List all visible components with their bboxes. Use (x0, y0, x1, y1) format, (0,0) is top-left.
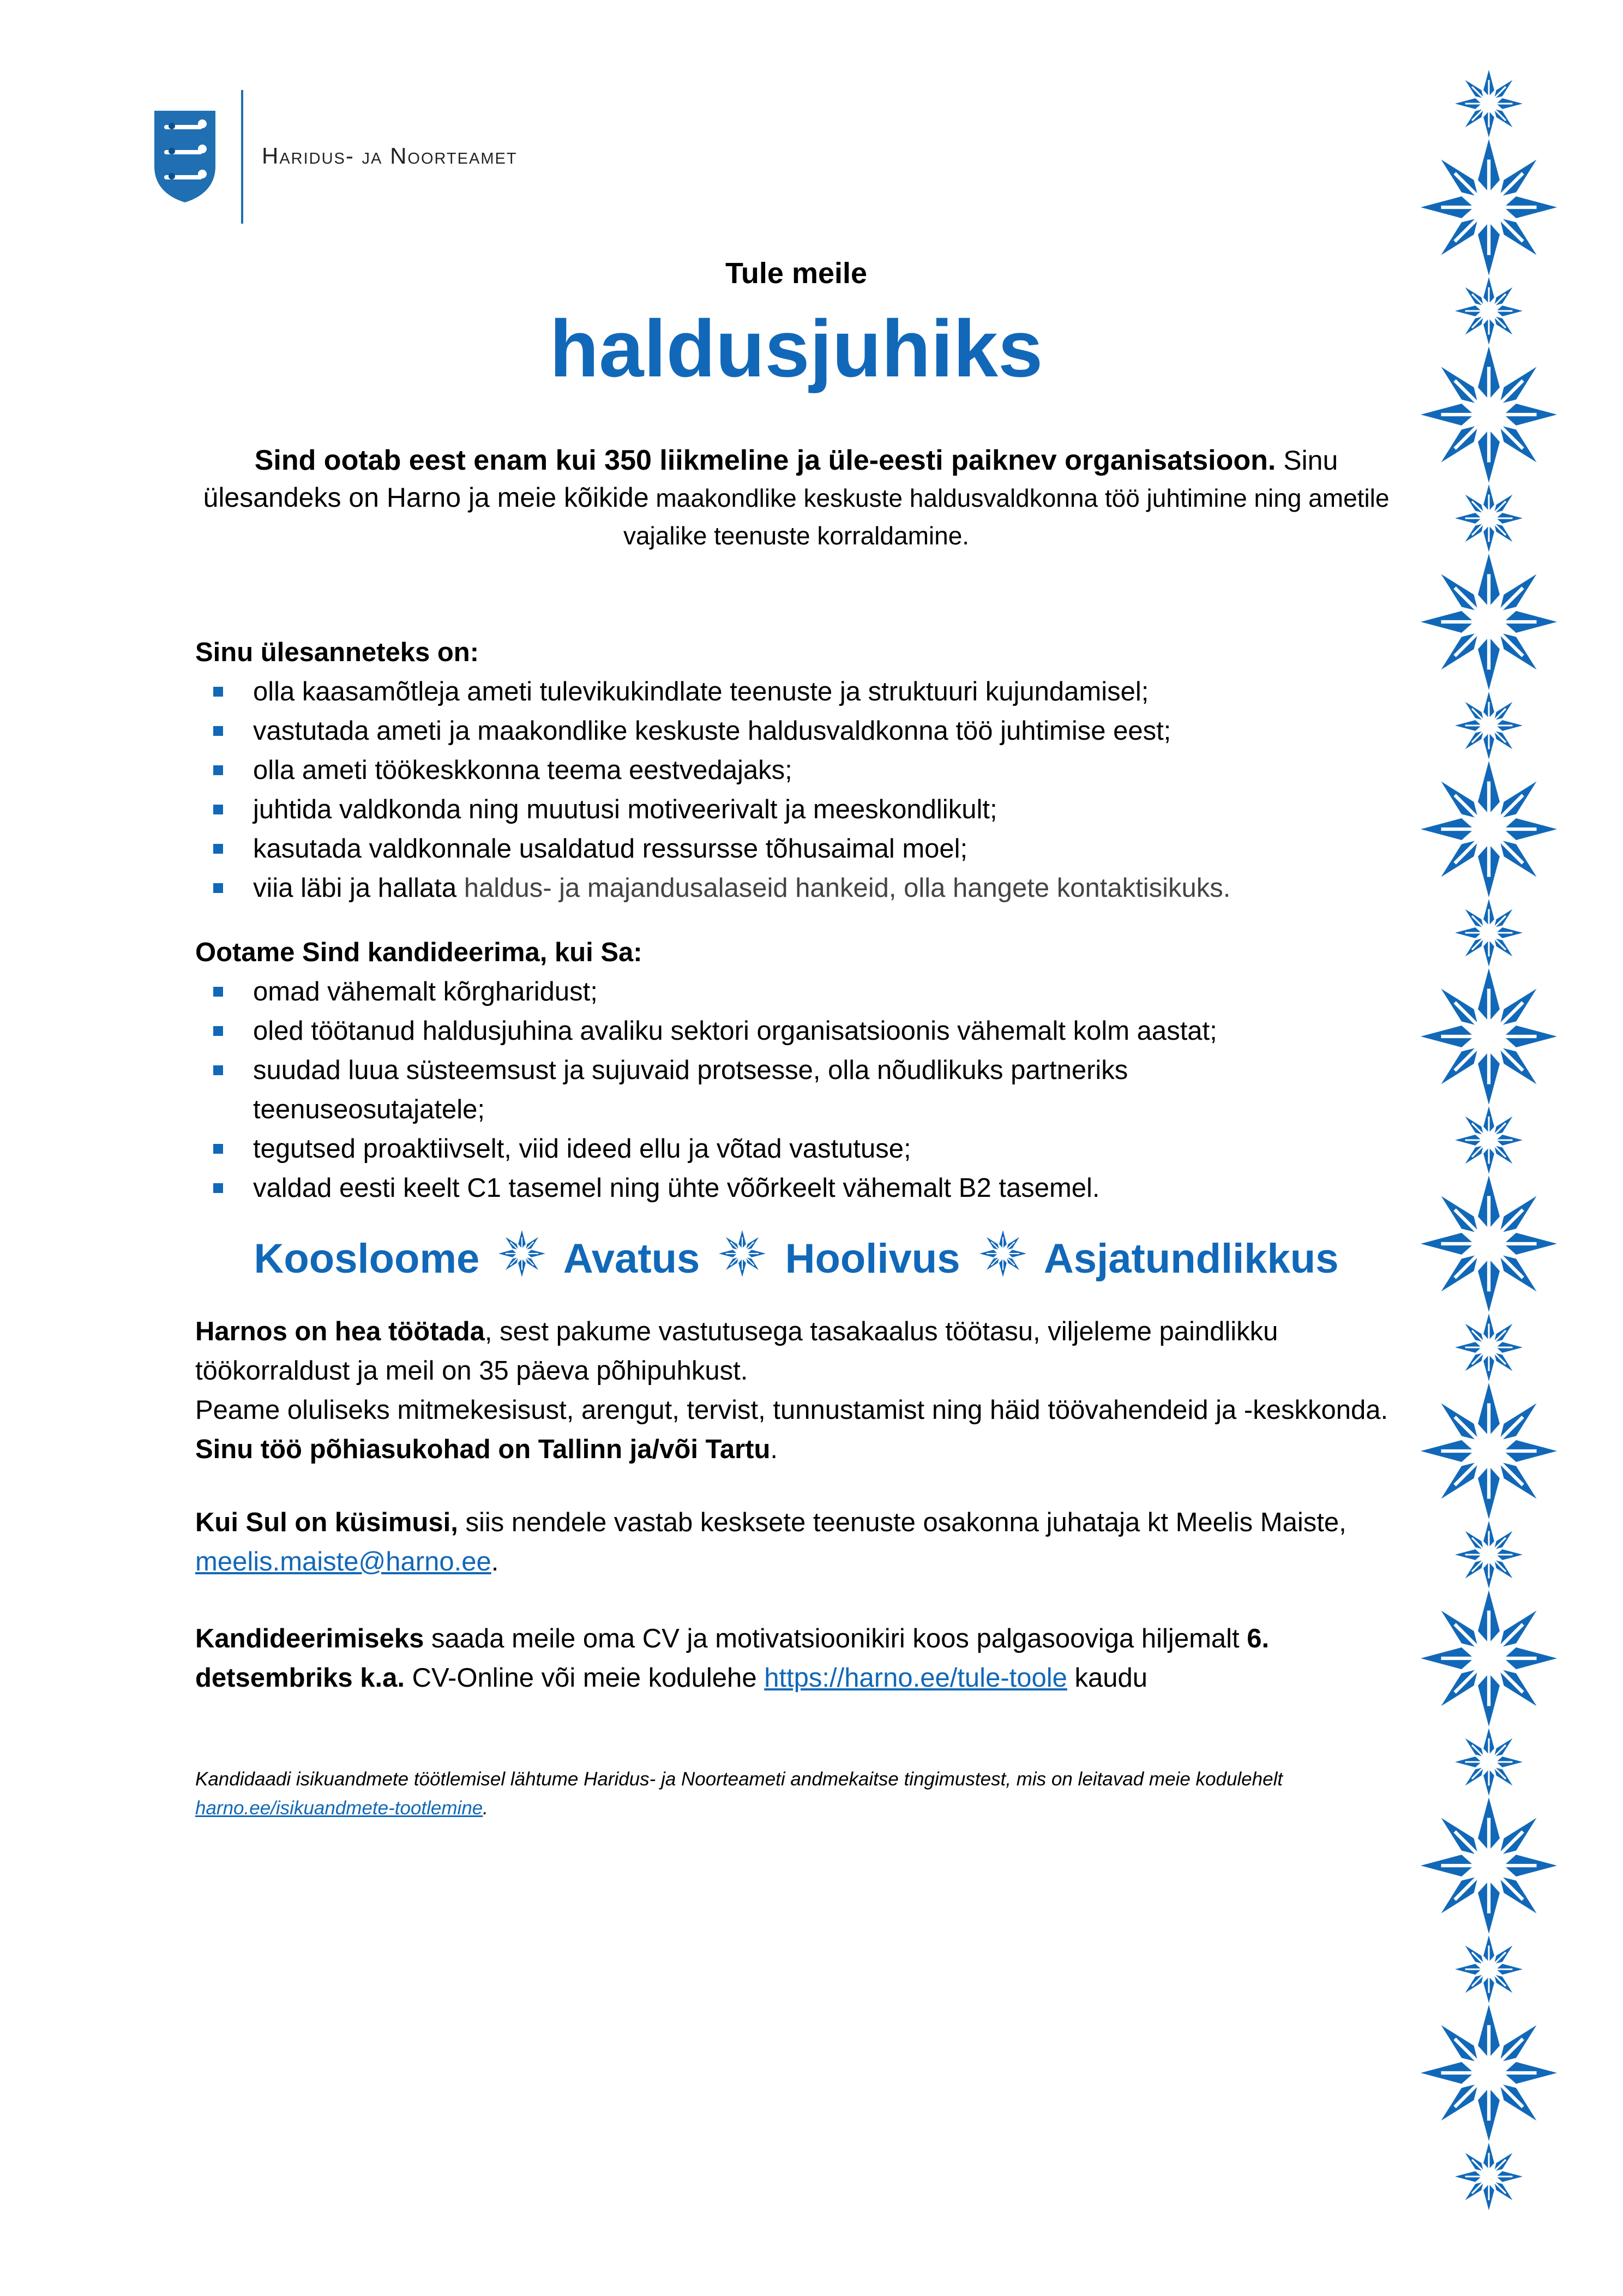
intro-text-2: maakondlike keskuste haldusvaldkonna töö juhtimine ning ametile vajalike teenuste korraldamine. (623, 484, 1390, 550)
contact-text: siis nendele vastab kesksete teenuste osakonna juhataja kt Meelis Maiste, (458, 1508, 1347, 1537)
benefits-line-1 (195, 1312, 1411, 1390)
value-asjatundlikkus: Asjatundlikkus (1043, 1236, 1339, 1282)
apply-paragraph (195, 1619, 1411, 1698)
snowflake-star-icon (719, 1230, 766, 1277)
location-end: . (770, 1435, 778, 1464)
contact-email-link[interactable]: meelis.maiste@harno.ee (195, 1547, 491, 1576)
intro-text-1: Sinu ülesandeks on Harno ja meie kõikide (203, 445, 1338, 513)
snowflake-star-icon (498, 1230, 545, 1277)
benefits-paragraph (195, 1312, 1411, 1469)
org-name: Haridus- ja Noorteamet (262, 143, 518, 169)
benefits-bold: Harnos on hea töötada (195, 1317, 485, 1346)
coat-of-arms-icon (150, 106, 220, 205)
duties-list (195, 672, 1411, 908)
list-item-text-grey: haldus- ja majandusalaseid hankeid, olla hangete kontaktisikuks. (464, 873, 1231, 903)
value-koosloome: Koosloome (254, 1236, 480, 1282)
contact-paragraph (195, 1503, 1411, 1581)
intro-paragraph (196, 442, 1396, 554)
list-item: suudad luua süsteemsust ja sujuvaid protsesse, olla nõudlikuks partneriks teenuseosutajatele; (195, 1051, 1411, 1129)
list-item: vastutada ameti ja maakondlike keskuste haldusvaldkonna töö juhtimise eest; (195, 711, 1411, 751)
privacy-text: Kandidaadi isikuandmete töötlemisel lähtume Haridus- ja Noorteameti andmekaitse tingimustest, mis on leitavad meie kodulehelt (195, 1769, 1283, 1790)
apply-text-2: CV-Online või meie kodulehe (405, 1663, 765, 1693)
list-item: oled töötanud haldusjuhina avaliku sektori organisatsioonis vähemalt kolm aastat; (195, 1011, 1411, 1051)
list-item (195, 868, 1411, 908)
privacy-note (195, 1765, 1395, 1823)
contact-end: . (491, 1547, 499, 1576)
logo-divider (241, 90, 243, 224)
list-item: valdad eesti keelt C1 tasemel ning ühte võõrkeelt vähemalt B2 tasemel. (195, 1168, 1411, 1208)
list-item: tegutsed proaktiivselt, viid ideed ellu ja võtad vastutuse; (195, 1129, 1411, 1168)
intro-bold: Sind ootab eest enam kui 350 liikmeline ja üle-eesti paiknev organisatsioon. (254, 445, 1276, 476)
requirements-heading: Ootame Sind kandideerima, kui Sa: (195, 938, 642, 967)
list-item: olla kaasamõtleja ameti tulevikukindlate teenuste ja struktuuri kujundamisel; (195, 672, 1411, 711)
value-hoolivus: Hoolivus (785, 1236, 960, 1282)
snowflake-star-icon (979, 1230, 1026, 1277)
apply-text: saada meile oma CV ja motivatsioonikiri koos palgasooviga hiljemalt (424, 1624, 1247, 1653)
benefits-text-2: Peame oluliseks mitmekesisust, arengut, tervist, tunnustamist ning häid töövahendeid ja -keskkonda. (195, 1395, 1388, 1425)
location-bold: Sinu töö põhiasukohad on Tallinn ja/või Tartu (195, 1435, 771, 1464)
list-item: kasutada valdkonnale usaldatud ressursse tõhusaimal moel; (195, 829, 1411, 868)
apply-bold: Kandideerimiseks (195, 1624, 424, 1653)
list-item: juhtida valdkonda ning muutusi motiveerivalt ja meeskondlikult; (195, 790, 1411, 829)
benefits-line-2 (195, 1390, 1411, 1469)
apply-url-link[interactable]: https://harno.ee/tule-toole (764, 1663, 1067, 1693)
privacy-end: . (483, 1797, 488, 1819)
requirements-list (195, 972, 1411, 1208)
list-item: omad vähemalt kõrgharidust; (195, 972, 1411, 1011)
list-item: olla ameti töökeskkonna teema eestvedajaks; (195, 751, 1411, 790)
apply-date: 6. detsembriks k.a. (195, 1624, 1270, 1693)
list-item-text: viia läbi ja hallata (253, 873, 464, 903)
benefits-text: , sest pakume vastutusega tasakaalus töötasu, viljeleme paindlikku töökorraldust ja meil on 35 päeva põhipuhkust. (195, 1317, 1278, 1386)
pre-title: Tule meile (725, 257, 868, 290)
duties-section (195, 633, 1411, 908)
requirements-section (195, 933, 1411, 1208)
contact-bold: Kui Sul on küsimusi, (195, 1508, 458, 1537)
job-title: haldusjuhiks (549, 304, 1043, 394)
values-row (0, 1230, 1592, 1282)
duties-heading: Sinu ülesanneteks on: (195, 638, 479, 667)
value-avatus: Avatus (563, 1236, 700, 1282)
privacy-link[interactable]: harno.ee/isikuandmete-tootlemine (195, 1797, 483, 1819)
apply-end: kaudu (1067, 1663, 1148, 1693)
